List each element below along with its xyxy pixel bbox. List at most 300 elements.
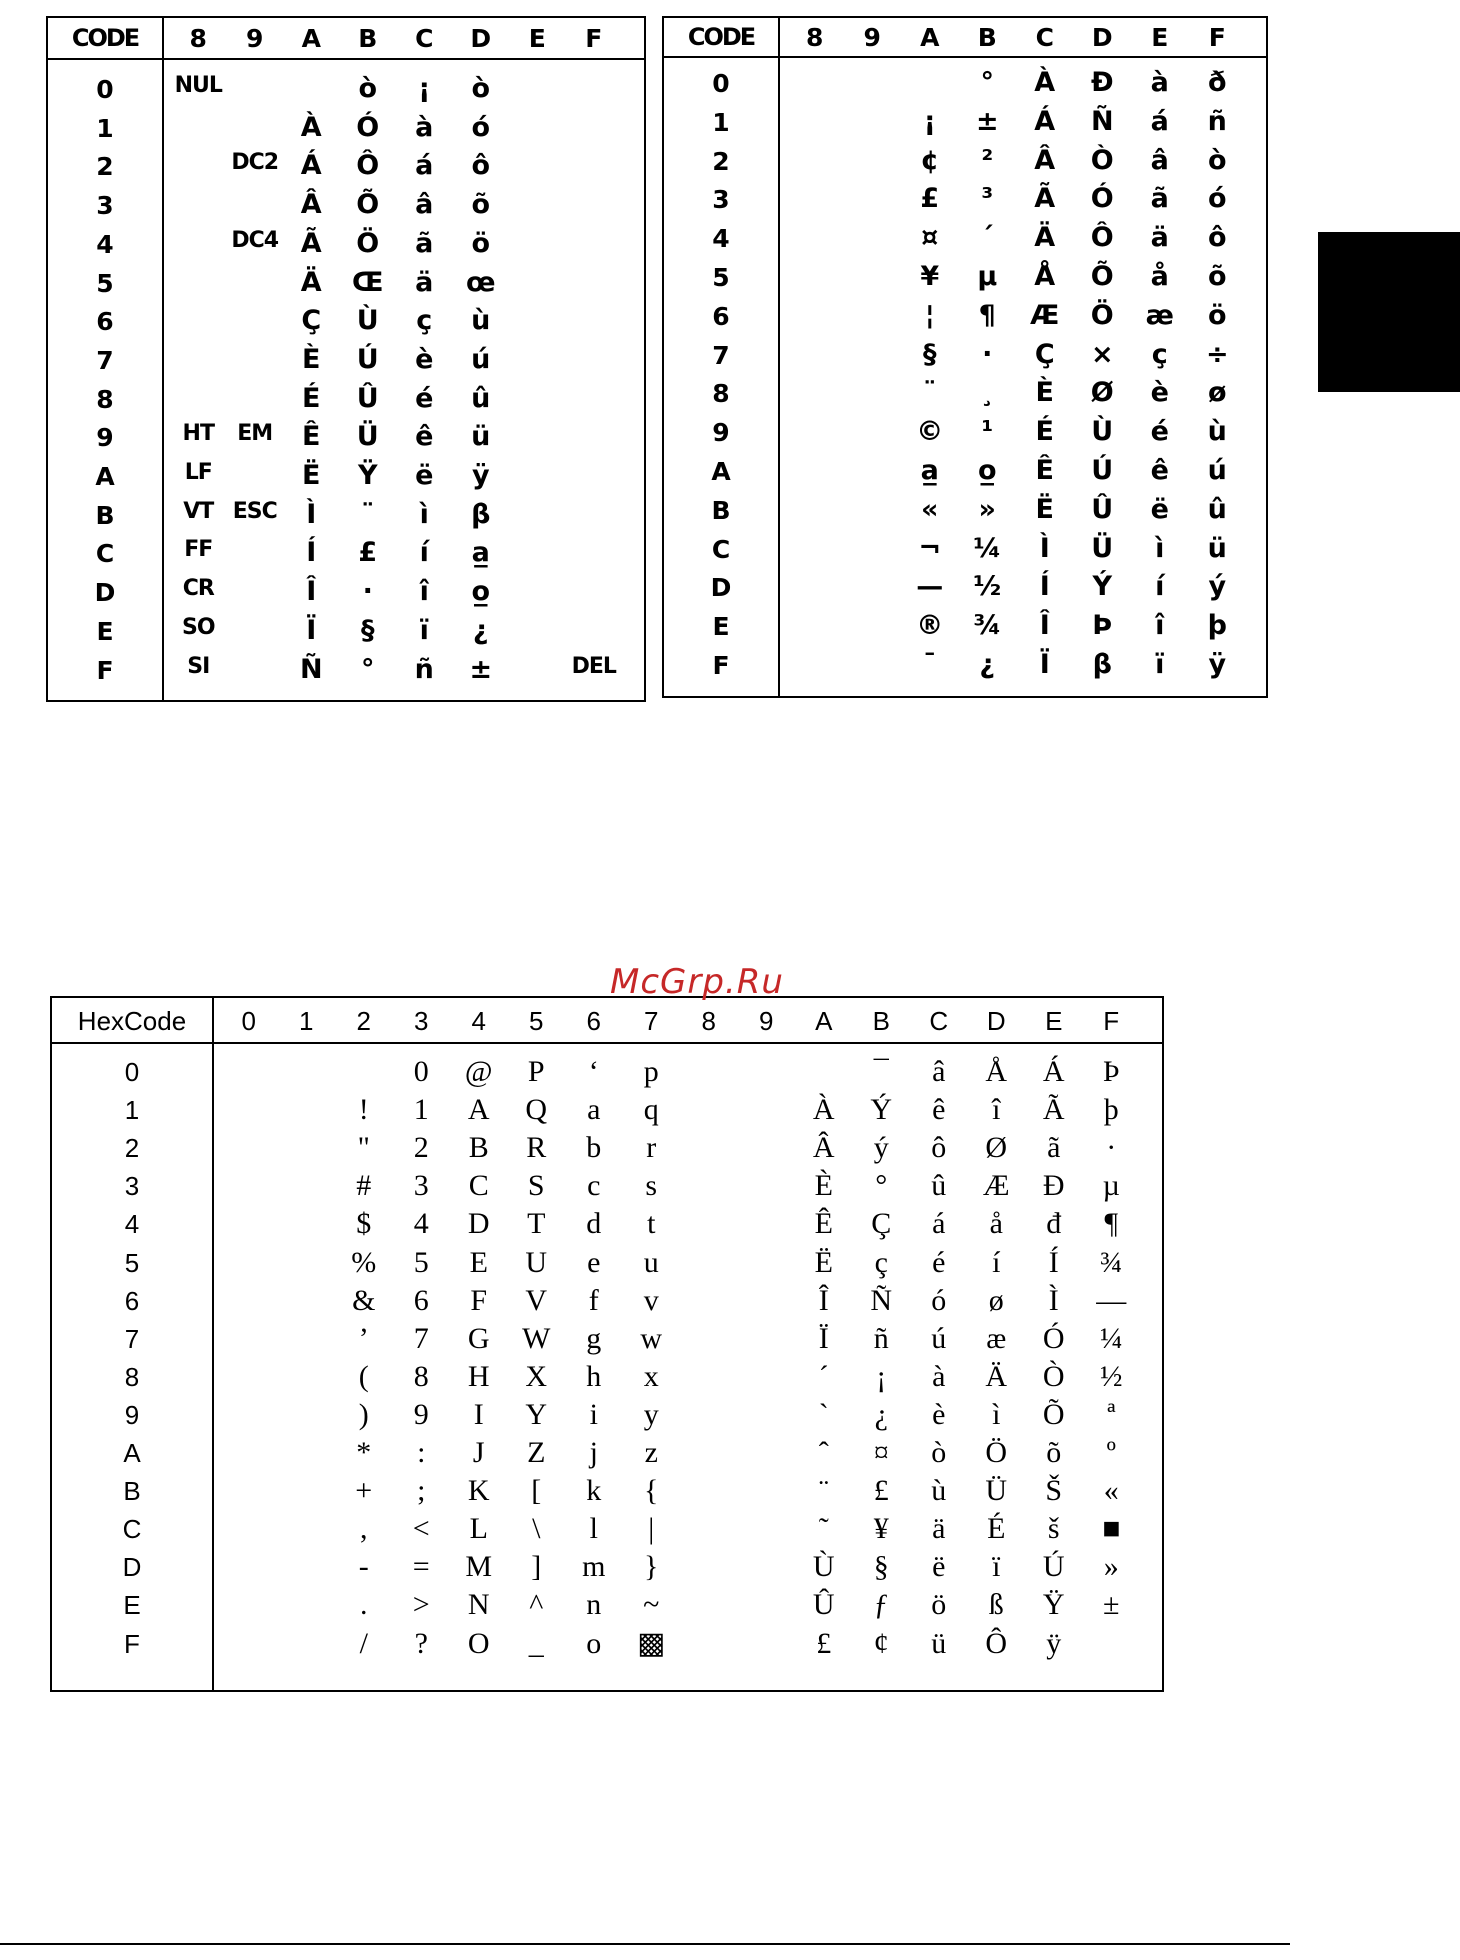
char-cell: n: [586, 1588, 602, 1622]
char-cell: l: [589, 1512, 598, 1546]
row-header: F: [712, 651, 730, 680]
char-cell: Õ: [1042, 1397, 1065, 1431]
char-cell: ~: [643, 1588, 660, 1622]
char-cell: I: [473, 1397, 484, 1431]
char-cell: ▩: [637, 1626, 666, 1660]
row-header: D: [94, 578, 116, 608]
char-cell: ¤: [921, 222, 939, 254]
char-cell: ®: [916, 610, 944, 642]
char-cell: Ü: [356, 421, 379, 453]
column-header: 4: [471, 1006, 486, 1036]
char-cell: #: [356, 1169, 372, 1203]
column-header: 2: [356, 1006, 371, 1036]
char-cell: ]: [531, 1550, 542, 1584]
char-cell: ¸: [980, 377, 994, 409]
char-cell: û: [1207, 493, 1227, 525]
char-cell: x: [643, 1359, 659, 1393]
char-cell: ■: [1102, 1512, 1121, 1546]
char-cell: «: [921, 493, 939, 525]
char-cell: [: [531, 1474, 542, 1508]
column-divider: [778, 18, 780, 696]
row-header: B: [711, 495, 731, 525]
char-cell: *: [356, 1436, 372, 1469]
char-cell: Ù: [812, 1550, 835, 1584]
char-cell: Ë: [1035, 493, 1054, 525]
char-cell: 4: [413, 1207, 429, 1241]
char-cell: Ú: [356, 343, 379, 375]
char-cell: VT: [183, 498, 214, 524]
char-cell: =: [412, 1550, 430, 1584]
char-cell: ‘: [588, 1055, 599, 1088]
row-header: B: [95, 500, 115, 530]
row-header: 8: [712, 379, 730, 409]
char-cell: Ñ: [870, 1283, 893, 1317]
row-header: 6: [124, 1285, 140, 1316]
char-cell: ¨: [361, 498, 375, 530]
char-cell: ?: [414, 1626, 428, 1660]
char-cell: ¼: [973, 532, 1002, 564]
char-cell: f: [588, 1283, 599, 1317]
column-header: 9: [246, 24, 264, 53]
column-header: 5: [529, 1006, 544, 1036]
char-cell: ÿ: [1208, 649, 1227, 680]
char-cell: î: [1155, 610, 1165, 642]
column-header: C: [1035, 23, 1054, 52]
char-cell: g: [586, 1321, 602, 1355]
char-cell: ß: [988, 1588, 1004, 1622]
char-cell: Ã: [1042, 1093, 1065, 1127]
row-header: 3: [712, 185, 730, 215]
row-header: 5: [124, 1247, 140, 1278]
char-cell: {: [644, 1474, 659, 1508]
char-cell: NUL: [174, 73, 222, 98]
char-cell: ¶: [1104, 1207, 1119, 1241]
char-cell: ú: [931, 1321, 947, 1355]
char-cell: Õ: [1090, 261, 1114, 292]
char-cell: ¨: [818, 1474, 829, 1508]
row-header: 9: [124, 1399, 140, 1430]
char-cell: z: [644, 1436, 658, 1469]
char-cell: £: [873, 1474, 889, 1508]
char-cell: þ: [1103, 1093, 1119, 1127]
char-cell: Î: [818, 1283, 829, 1317]
char-cell: Ï: [306, 614, 317, 646]
char-cell: Ô: [1090, 222, 1114, 254]
char-cell: Ç: [301, 305, 322, 337]
char-cell: Þ: [1102, 1055, 1120, 1088]
charset-table-3: [50, 996, 1164, 1692]
char-cell: V: [525, 1283, 548, 1317]
char-cell: ë: [932, 1550, 946, 1584]
char-cell: }: [644, 1550, 659, 1584]
char-cell: ô: [471, 150, 491, 182]
char-cell: G: [467, 1321, 490, 1355]
char-cell: Á: [1042, 1055, 1065, 1088]
column-header: A: [301, 24, 321, 53]
char-cell: ö: [471, 227, 491, 259]
char-cell: Ð: [1090, 67, 1114, 98]
char-cell: Ø: [985, 1131, 1008, 1165]
char-cell: Ä: [985, 1359, 1008, 1393]
column-header: C: [415, 24, 434, 53]
char-cell: í: [992, 1245, 1001, 1279]
row-header: E: [96, 616, 114, 646]
char-cell: DC4: [231, 227, 279, 253]
char-cell: Ù: [1091, 416, 1114, 448]
char-cell: õ: [471, 189, 491, 221]
char-cell: ð: [1207, 67, 1227, 98]
column-header: A: [920, 23, 940, 52]
char-cell: Y: [525, 1397, 548, 1431]
char-cell: Đ: [1042, 1169, 1065, 1203]
char-cell: a̲: [471, 537, 490, 569]
char-cell: Ý: [870, 1093, 893, 1127]
footer-rule: [0, 1943, 1290, 1945]
char-cell: Ø: [1090, 377, 1114, 409]
char-cell: ò: [471, 73, 491, 104]
char-cell: ò: [931, 1436, 947, 1469]
char-cell: L: [469, 1512, 488, 1546]
row-header: 4: [124, 1209, 140, 1240]
char-cell: 9: [413, 1397, 429, 1431]
row-header: 4: [712, 224, 730, 254]
char-cell: SI: [187, 653, 210, 679]
char-cell: Þ: [1092, 610, 1113, 642]
char-cell: <: [412, 1512, 430, 1546]
char-cell: ½: [973, 571, 1002, 603]
row-header: 9: [96, 423, 114, 453]
char-cell: v: [643, 1283, 659, 1317]
char-cell: Ô: [356, 150, 380, 182]
char-cell: ´: [980, 222, 994, 254]
char-cell: t: [647, 1207, 656, 1241]
char-cell: ó: [1207, 183, 1227, 215]
char-cell: «: [1103, 1474, 1119, 1508]
char-cell: ñ: [414, 653, 434, 685]
char-cell: ñ: [1207, 105, 1227, 137]
char-cell: M: [465, 1550, 493, 1584]
char-cell: Q: [525, 1093, 548, 1127]
char-cell: À: [300, 111, 322, 143]
char-cell: 3: [413, 1169, 429, 1203]
char-cell: ï: [419, 614, 429, 646]
char-cell: i: [589, 1397, 598, 1431]
char-cell: ë: [415, 460, 434, 491]
char-cell: h: [586, 1359, 602, 1393]
char-cell: Í: [306, 537, 317, 569]
char-cell: Ñ: [299, 653, 323, 685]
char-cell: ¯: [873, 1055, 889, 1088]
char-cell: !: [358, 1093, 369, 1127]
char-cell: ê: [1150, 455, 1169, 486]
column-header: F: [1208, 23, 1226, 52]
char-cell: LF: [184, 460, 212, 485]
char-cell: ù: [1207, 416, 1227, 448]
char-cell: W: [522, 1321, 551, 1355]
row-header: 7: [124, 1323, 140, 1354]
char-cell: Û: [812, 1588, 835, 1622]
column-header: E: [528, 24, 546, 53]
char-cell: a: [587, 1093, 601, 1127]
char-cell: ³: [981, 183, 994, 215]
char-cell: À: [812, 1093, 835, 1127]
char-cell: º: [1106, 1436, 1116, 1469]
char-cell: å: [989, 1207, 1003, 1241]
row-header: 9: [712, 418, 730, 448]
char-cell: ¦: [924, 299, 935, 331]
char-cell: ó: [931, 1283, 947, 1317]
char-cell: ç: [874, 1245, 888, 1279]
char-cell: —: [1096, 1283, 1127, 1317]
char-cell: »: [1103, 1550, 1119, 1584]
char-cell: Ã: [300, 227, 322, 259]
char-cell: `: [818, 1397, 829, 1431]
char-cell: û: [471, 382, 491, 414]
char-cell: ç: [416, 305, 433, 337]
char-cell: Â: [300, 189, 322, 221]
char-cell: µ: [1102, 1169, 1120, 1203]
char-cell: :: [417, 1436, 426, 1469]
char-cell: %: [351, 1245, 377, 1279]
char-cell: ä: [932, 1512, 946, 1546]
row-header: F: [96, 655, 114, 685]
char-cell: ESC: [232, 498, 277, 524]
column-header: E: [1045, 1006, 1063, 1036]
char-cell: Ó: [1042, 1321, 1065, 1355]
char-cell: þ: [1207, 610, 1227, 642]
char-cell: Ó: [1090, 183, 1114, 215]
char-cell: é: [1150, 416, 1169, 448]
char-cell: ±: [469, 653, 493, 685]
char-cell: ä: [415, 266, 434, 298]
char-cell: p: [643, 1055, 659, 1088]
char-cell: HT: [182, 421, 214, 447]
char-cell: Ï: [818, 1321, 829, 1355]
char-cell: Ü: [1091, 532, 1114, 564]
char-cell: C: [468, 1169, 489, 1203]
char-cell: á: [415, 150, 434, 182]
column-header: D: [986, 1006, 1006, 1036]
char-cell: Š: [1045, 1474, 1063, 1508]
char-cell: +: [355, 1474, 373, 1508]
char-cell: °: [980, 67, 994, 98]
char-cell: -: [358, 1550, 369, 1584]
char-cell: ö: [931, 1588, 947, 1622]
row-header: D: [122, 1552, 142, 1583]
char-cell: à: [1150, 67, 1169, 98]
char-cell: O: [467, 1626, 490, 1660]
char-cell: ¶: [978, 299, 996, 331]
char-cell: ú: [1207, 455, 1227, 486]
char-cell: $: [356, 1207, 372, 1241]
char-cell: £: [920, 183, 940, 215]
char-cell: ^: [529, 1588, 544, 1622]
char-cell: Ë: [302, 460, 321, 491]
char-cell: Ã: [1034, 183, 1056, 215]
char-cell: â: [1150, 144, 1169, 176]
char-cell: ˜: [818, 1512, 829, 1546]
row-header: 3: [124, 1171, 140, 1202]
column-header: 9: [863, 23, 881, 52]
char-cell: ú: [471, 343, 491, 375]
row-header: A: [95, 462, 115, 491]
charset-table-2: [662, 16, 1268, 698]
char-cell: β: [471, 498, 491, 530]
char-cell: Ö: [356, 227, 380, 259]
char-cell: è: [932, 1397, 946, 1431]
char-cell: î: [992, 1093, 1001, 1127]
column-header: 6: [586, 1006, 601, 1036]
char-cell: ù: [931, 1474, 947, 1508]
char-cell: ë: [1150, 493, 1169, 525]
char-cell: Z: [527, 1436, 546, 1469]
char-cell: k: [586, 1474, 602, 1508]
char-cell: 6: [413, 1283, 429, 1317]
char-cell: Å: [1034, 261, 1056, 292]
char-cell: ƒ: [873, 1588, 889, 1622]
row-header: 8: [96, 384, 114, 414]
char-cell: /: [359, 1626, 368, 1660]
char-cell: ±: [1103, 1588, 1120, 1622]
column-header: E: [1151, 23, 1169, 52]
char-cell: ¿: [874, 1397, 888, 1431]
char-cell: ü: [471, 421, 491, 453]
char-cell: æ: [1145, 299, 1174, 331]
char-cell: A: [467, 1093, 490, 1127]
char-cell: ¢: [920, 144, 940, 176]
char-cell: B: [468, 1131, 489, 1165]
char-cell: ò: [1207, 144, 1227, 176]
char-cell: Ê: [1035, 455, 1054, 486]
row-header: 3: [96, 191, 114, 221]
row-header: 0: [712, 69, 730, 98]
char-cell: Æ: [982, 1169, 1010, 1203]
char-cell: j: [589, 1436, 598, 1469]
row-header: 4: [96, 229, 114, 259]
char-cell: Â: [1034, 144, 1056, 176]
char-cell: ô: [931, 1131, 947, 1165]
column-header: B: [977, 23, 997, 52]
char-cell: ö: [1207, 299, 1227, 331]
char-cell: Û: [1091, 493, 1114, 525]
char-cell: Õ: [356, 189, 380, 221]
char-cell: â: [415, 189, 434, 221]
char-cell: é: [932, 1245, 946, 1279]
char-cell: o̲: [977, 455, 997, 486]
char-cell: ¾: [973, 610, 1002, 642]
char-cell: ¥: [873, 1512, 889, 1546]
char-cell: DC2: [231, 150, 279, 176]
char-cell: ´: [818, 1359, 829, 1393]
char-cell: è: [1150, 377, 1169, 409]
row-header: 2: [124, 1133, 140, 1164]
char-cell: Ò: [1042, 1359, 1065, 1393]
char-cell: ¿: [472, 614, 489, 646]
char-cell: õ: [1207, 261, 1227, 292]
char-cell: £: [358, 537, 378, 569]
char-cell: r: [646, 1131, 657, 1165]
char-cell: Ç: [871, 1207, 892, 1241]
column-header: F: [585, 24, 603, 53]
row-header: 1: [712, 107, 730, 137]
row-header: 6: [712, 301, 730, 331]
char-cell: é: [415, 382, 434, 414]
char-cell: Ì: [1039, 532, 1050, 564]
char-cell: ©: [916, 416, 944, 448]
row-header: 0: [96, 75, 114, 104]
char-cell: ¤: [873, 1436, 889, 1469]
char-cell: î: [419, 576, 429, 608]
char-cell: &: [352, 1283, 376, 1317]
char-cell: 8: [413, 1359, 429, 1393]
char-cell: ü: [931, 1626, 947, 1660]
char-cell: Ÿ: [357, 460, 378, 491]
char-cell: Ö: [1090, 299, 1114, 331]
char-cell: ’: [358, 1321, 369, 1355]
char-cell: FF: [184, 537, 213, 563]
char-cell: β: [1092, 649, 1112, 680]
char-cell: K: [467, 1474, 490, 1508]
char-cell: á: [932, 1207, 946, 1241]
char-cell: Ë: [814, 1245, 833, 1279]
char-cell: ª: [1107, 1397, 1116, 1431]
char-cell: Â: [812, 1131, 835, 1165]
char-cell: Ê: [814, 1207, 833, 1241]
char-cell: à: [415, 111, 434, 143]
char-cell: š: [1047, 1512, 1060, 1546]
char-cell: \: [532, 1512, 541, 1546]
column-header: 3: [414, 1006, 429, 1036]
char-cell: ˆ: [818, 1436, 829, 1469]
row-header: 7: [712, 340, 730, 370]
char-cell: °: [361, 653, 375, 685]
char-cell: |: [648, 1512, 655, 1546]
char-cell: Ü: [985, 1474, 1008, 1508]
char-cell: o: [586, 1626, 602, 1660]
char-cell: Ì: [1048, 1283, 1059, 1317]
char-cell: ¹: [981, 416, 994, 448]
char-cell: µ: [977, 261, 998, 292]
char-cell: è: [415, 343, 434, 375]
charset-table-1: [46, 16, 646, 702]
char-cell: ã: [415, 227, 434, 259]
char-cell: q: [643, 1093, 659, 1127]
char-cell: P: [527, 1055, 545, 1088]
char-cell: S: [527, 1169, 545, 1203]
char-cell: ø: [1207, 377, 1227, 409]
char-cell: ¯: [923, 649, 937, 680]
char-cell: ¬: [918, 532, 942, 564]
char-cell: ô: [1207, 222, 1227, 254]
column-divider: [162, 18, 164, 700]
char-cell: ñ: [873, 1321, 889, 1355]
row-header: B: [123, 1476, 141, 1507]
char-cell: 7: [413, 1321, 429, 1355]
char-cell: ¡: [923, 105, 936, 137]
char-cell: °: [875, 1169, 888, 1203]
char-cell: ;: [417, 1474, 426, 1508]
column-header: 1: [299, 1006, 314, 1036]
column-divider: [212, 998, 214, 1690]
row-header: 6: [96, 307, 114, 337]
char-cell: ×: [1090, 338, 1114, 370]
char-cell: ¿: [979, 649, 996, 680]
char-cell: ): [358, 1397, 369, 1431]
char-cell: 1: [413, 1093, 429, 1127]
row-header: 5: [96, 268, 114, 298]
char-cell: É: [1035, 416, 1054, 448]
column-header: 0: [241, 1006, 256, 1036]
